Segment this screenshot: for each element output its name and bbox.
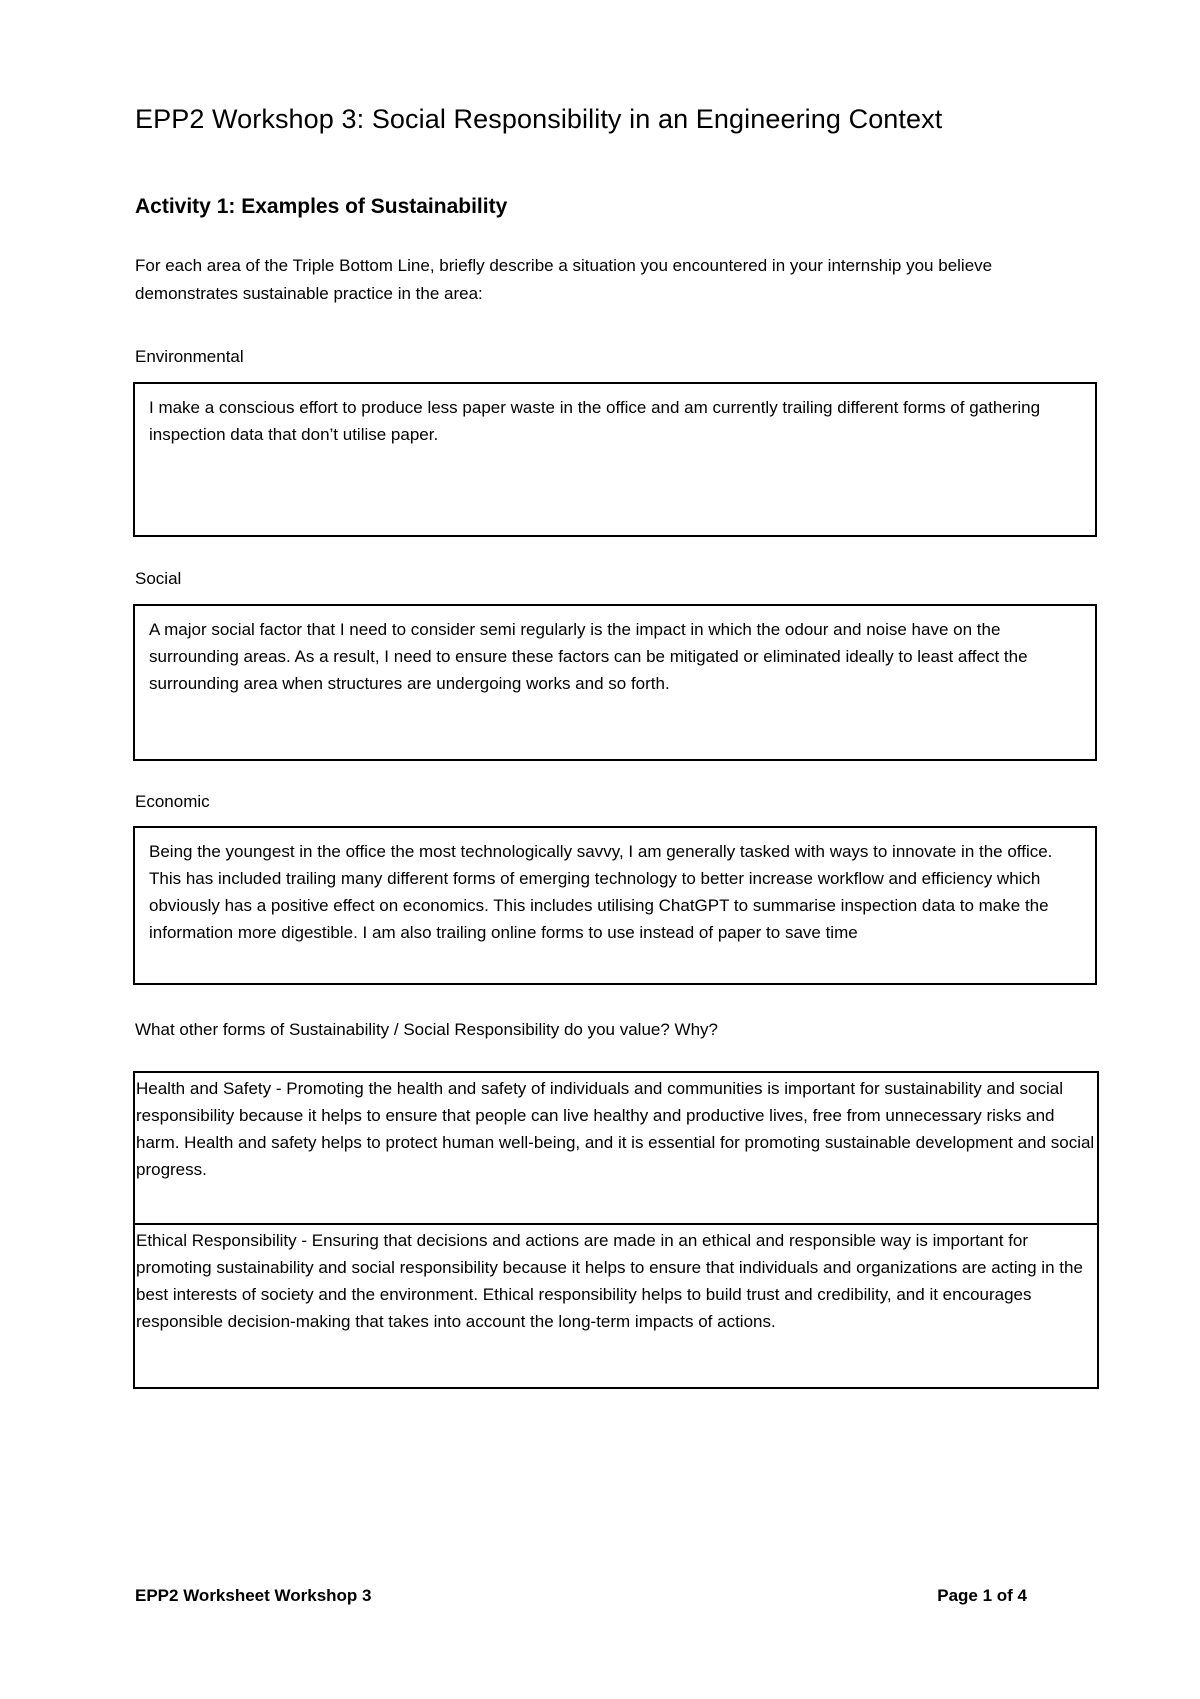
ethical-responsibility-answer-cell[interactable]: Ethical Responsibility - Ensuring that decisions and actions are made in an ethical and responsible way is important for promoting sustainability and social responsibility because it helps to ensure that individuals and organizations are acting in the best interests of society and the environment. Ethical responsibility helps to build trust and credibility, and it encourages responsible decision-making that takes into account the long-term impacts of actions.	[134, 1224, 1098, 1388]
activity-title: Activity 1: Examples of Sustainability	[135, 195, 508, 218]
social-label: Social	[135, 569, 182, 588]
values-question-prompt: What other forms of Sustainability / Social Responsibility do you value? Why?	[135, 1020, 718, 1039]
economic-answer-box[interactable]	[133, 826, 1097, 985]
instructions-text: For each area of the Triple Bottom Line, briefly describe a situation you encountered in your internship you believe demonstrates sustainable practice in the area:	[135, 256, 993, 303]
footer-document-name: EPP2 Worksheet Workshop 3	[135, 1586, 372, 1605]
environmental-label: Environmental	[135, 347, 244, 366]
health-safety-answer-cell[interactable]: Health and Safety - Promoting the health and safety of individuals and communities is important for sustainability and social responsibility because it helps to ensure that people can live healthy and productive lives, free from unnecessary risks and harm. Health and safety helps to protect human well-being, and it is essential for promoting sustainable development and social progress.	[134, 1072, 1098, 1224]
environmental-answer-box[interactable]	[133, 382, 1097, 537]
table-row	[134, 1072, 1098, 1224]
economic-label: Economic	[135, 792, 210, 811]
economic-answer-text: Being the youngest in the office the most technologically savvy, I am generally tasked with ways to innovate in the office. This has included trailing many different forms of emerging technology to better increase workflow and efficiency which obviously has a positive effect on economics. This includes utilising ChatGPT to summarise inspection data to make the information more digestible. I am also trailing online forms to use instead of paper to save time	[149, 842, 1053, 942]
footer-page-number: Page 1 of 4	[937, 1586, 1027, 1605]
table-row	[134, 1224, 1098, 1388]
social-answer-text: A major social factor that I need to consider semi regularly is the impact in which the odour and noise have on the surrounding areas. As a result, I need to ensure these factors can be mitigated or eliminated ideally to least affect the surrounding area when structures are undergoing works and so forth.	[149, 620, 1028, 693]
page-title: EPP2 Workshop 3: Social Responsibility in an Engineering Context	[135, 104, 943, 134]
values-answer-table	[133, 1071, 1099, 1389]
environmental-answer-text: I make a conscious effort to produce less paper waste in the office and am currently trailing different forms of gathering inspection data that don’t utilise paper.	[149, 398, 1041, 444]
social-answer-box[interactable]	[133, 604, 1097, 761]
